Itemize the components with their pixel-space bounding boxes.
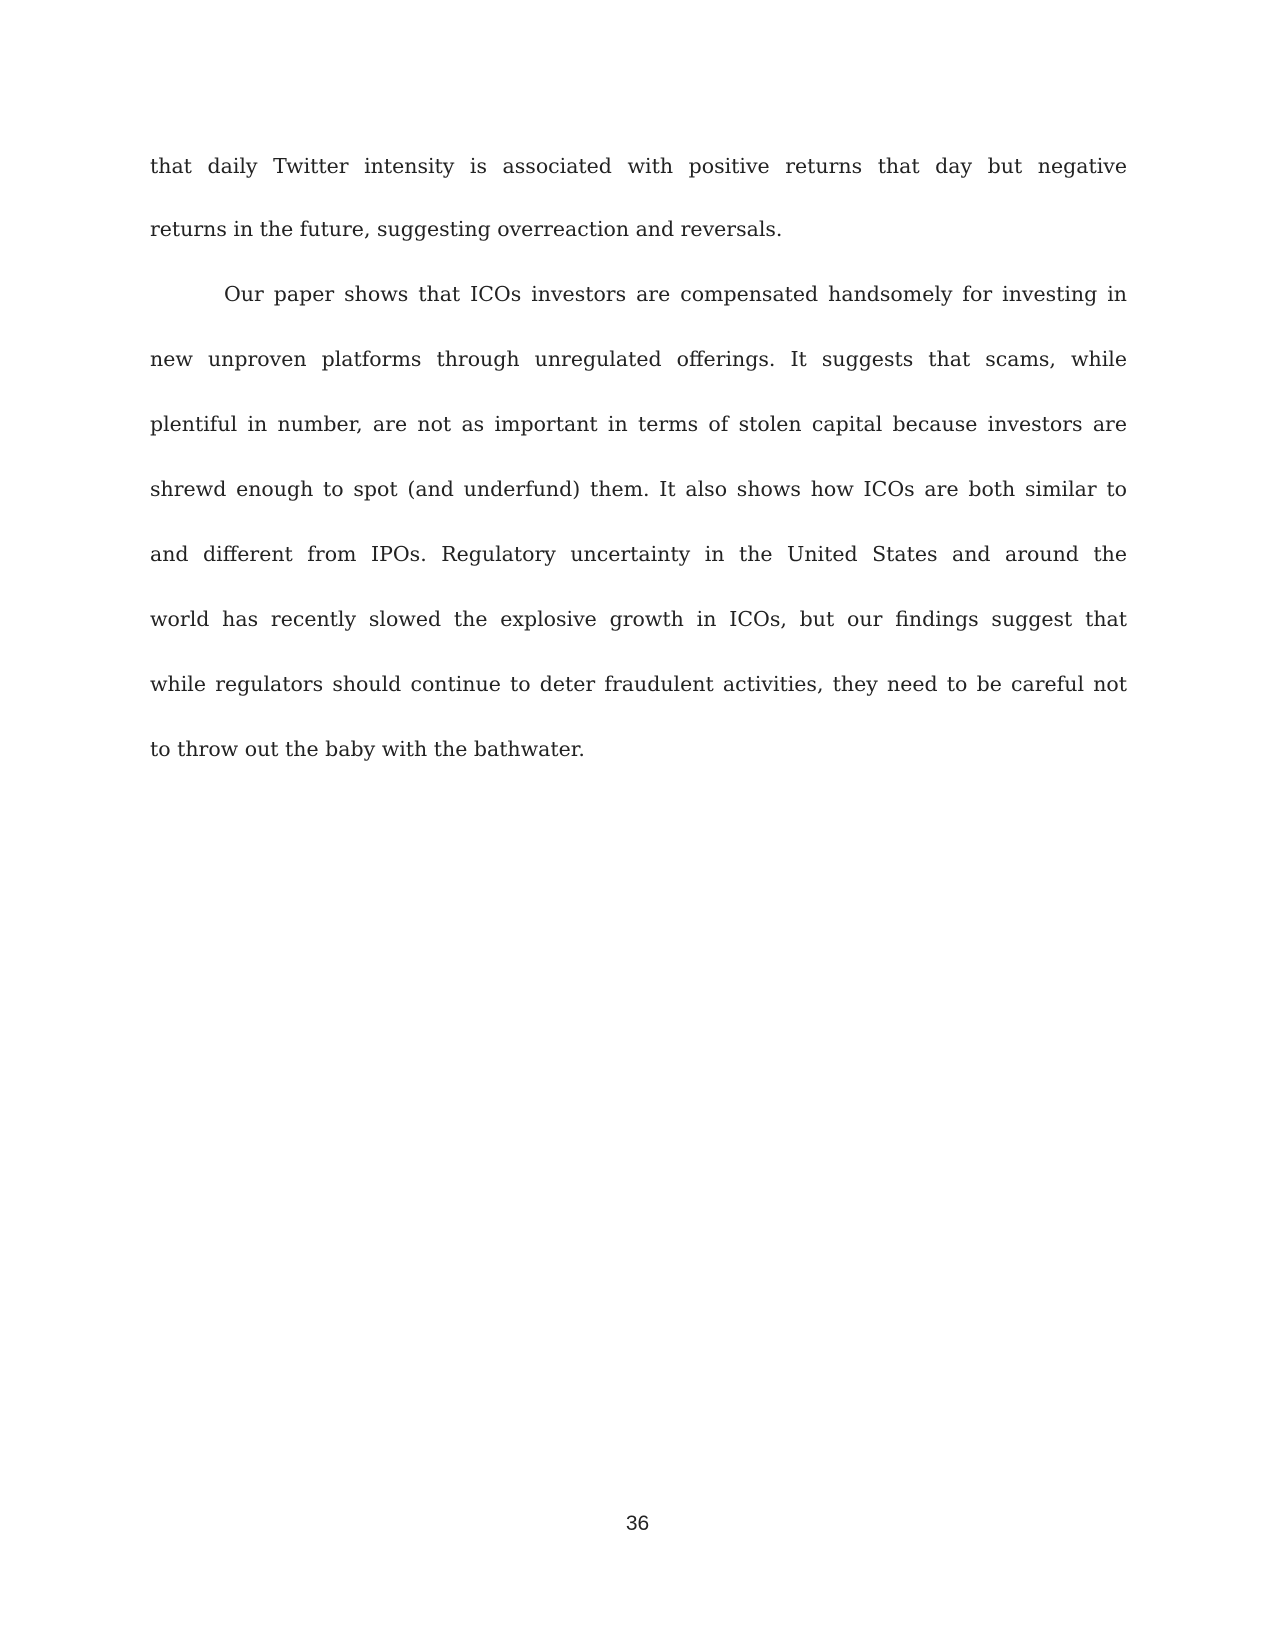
text-line: to throw out the baby with the bathwater.: [150, 737, 585, 761]
text-line: that daily Twitter intensity is associated with positive returns that day but negative: [150, 154, 1127, 178]
text-line: while regulators should continue to deter fraudulent activities, they need to be careful not: [150, 672, 1127, 696]
text-line: plentiful in number, are not as important in terms of stolen capital because investors are: [150, 412, 1127, 436]
text-line: new unproven platforms through unregulated offerings. It suggests that scams, while: [150, 347, 1127, 371]
text-line: shrewd enough to spot (and underfund) them. It also shows how ICOs are both similar to: [150, 477, 1127, 501]
text-line: and different from IPOs. Regulatory uncertainty in the United States and around the: [150, 542, 1127, 566]
text-line: returns in the future, suggesting overreaction and reversals.: [150, 217, 783, 241]
text-line: Our paper shows that ICOs investors are compensated handsomely for investing in: [224, 282, 1127, 306]
page-number: 36: [625, 1512, 650, 1535]
text-line: world has recently slowed the explosive growth in ICOs, but our findings suggest that: [150, 607, 1127, 631]
